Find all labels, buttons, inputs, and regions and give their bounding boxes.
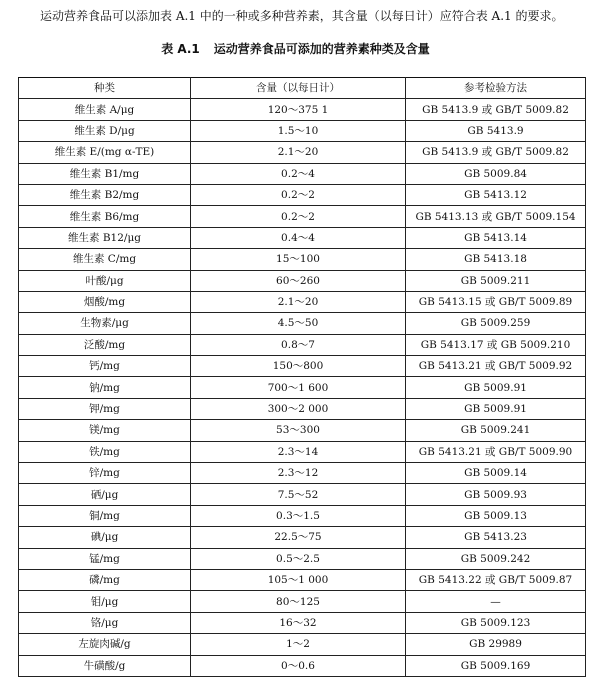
amount-cell: 1～2 [191,634,406,655]
method-cell: GB 5009.91 [406,377,586,398]
table-row [19,99,586,120]
method-cell: GB 5413.14 [406,227,586,248]
nutrient-name-cell: 维生素 B6/mg [19,206,191,227]
nutrient-name-cell: 维生素 B12/μg [19,227,191,248]
nutrient-name-cell: 钙/mg [19,356,191,377]
amount-cell: 0.2～2 [191,206,406,227]
method-cell: GB 5009.259 [406,313,586,334]
table-row [19,569,586,590]
table-row [19,184,586,205]
table-row [19,377,586,398]
table-row [19,291,586,312]
method-cell: GB 5009.241 [406,420,586,441]
amount-cell: 2.1～20 [191,291,406,312]
amount-cell: 700～1 600 [191,377,406,398]
amount-cell: 150～800 [191,356,406,377]
table-row [19,142,586,163]
nutrient-name-cell: 维生素 D/μg [19,120,191,141]
amount-cell: 1.5～10 [191,120,406,141]
table-row [19,527,586,548]
nutrient-name-cell: 左旋肉碱/g [19,634,191,655]
table-row [19,655,586,676]
amount-cell: 105～1 000 [191,569,406,590]
table-row [19,334,586,355]
method-cell: GB 5413.23 [406,527,586,548]
table-number: 表 A.1 [161,42,200,56]
method-cell: GB 5009.93 [406,484,586,505]
nutrient-table [18,77,586,677]
method-cell: GB 5413.12 [406,184,586,205]
table-row [19,270,586,291]
amount-cell: 0～0.6 [191,655,406,676]
amount-cell: 80～125 [191,591,406,612]
method-cell: GB 5009.123 [406,612,586,633]
method-cell: GB 5009.211 [406,270,586,291]
nutrient-name-cell: 叶酸/μg [19,270,191,291]
amount-cell: 53～300 [191,420,406,441]
method-cell: GB 5413.21 或 GB/T 5009.90 [406,441,586,462]
table-row [19,398,586,419]
table-row [19,484,586,505]
method-cell: — [406,591,586,612]
nutrient-name-cell: 维生素 B2/mg [19,184,191,205]
amount-cell: 4.5～50 [191,313,406,334]
method-cell: GB 5413.17 或 GB 5009.210 [406,334,586,355]
amount-cell: 2.3～14 [191,441,406,462]
table-title: 运动营养食品可添加的营养素种类及含量 [213,42,430,56]
method-cell: GB 5009.91 [406,398,586,419]
table-row [19,591,586,612]
nutrient-name-cell: 镁/mg [19,420,191,441]
table-row [19,227,586,248]
amount-cell: 0.8～7 [191,334,406,355]
nutrient-name-cell: 维生素 A/μg [19,99,191,120]
table-row [19,420,586,441]
nutrient-name-cell: 维生素 C/mg [19,249,191,270]
amount-cell: 16～32 [191,612,406,633]
nutrient-name-cell: 锌/mg [19,463,191,484]
amount-cell: 7.5～52 [191,484,406,505]
nutrient-name-cell: 泛酸/mg [19,334,191,355]
table-row [19,634,586,655]
method-cell: GB 5413.9 或 GB/T 5009.82 [406,142,586,163]
table-row [19,120,586,141]
nutrient-name-cell: 钼/μg [19,591,191,612]
method-cell: GB 5009.84 [406,163,586,184]
method-cell: GB 5009.169 [406,655,586,676]
nutrient-name-cell: 铜/mg [19,505,191,526]
nutrient-name-cell: 钠/mg [19,377,191,398]
table-row [19,313,586,334]
amount-cell: 300～2 000 [191,398,406,419]
table-body [19,99,586,677]
header-cell-amount: 含量（以每日计） [191,78,406,99]
table-caption [0,40,591,57]
nutrient-name-cell: 维生素 B1/mg [19,163,191,184]
method-cell: GB 5413.21 或 GB/T 5009.92 [406,356,586,377]
amount-cell: 120～375 1 [191,99,406,120]
method-cell: GB 5009.242 [406,548,586,569]
nutrient-name-cell: 牛磺酸/g [19,655,191,676]
amount-cell: 60～260 [191,270,406,291]
amount-cell: 0.2～4 [191,163,406,184]
method-cell: GB 5009.13 [406,505,586,526]
nutrient-name-cell: 硒/μg [19,484,191,505]
amount-cell: 0.3～1.5 [191,505,406,526]
amount-cell: 2.3～12 [191,463,406,484]
method-cell: GB 5009.14 [406,463,586,484]
header-cell-method: 参考检验方法 [406,78,586,99]
method-cell: GB 5413.22 或 GB/T 5009.87 [406,569,586,590]
nutrient-name-cell: 铁/mg [19,441,191,462]
nutrient-name-cell: 生物素/μg [19,313,191,334]
method-cell: GB 5413.9 或 GB/T 5009.82 [406,99,586,120]
nutrient-name-cell: 铬/μg [19,612,191,633]
header-cell-type: 种类 [19,78,191,99]
table-row [19,463,586,484]
intro-paragraph: 运动营养食品可以添加表 A.1 中的一种或多种营养素，其含量（以每日计）应符合表 A.1 的要求。 [40,9,564,23]
nutrient-name-cell: 碘/μg [19,527,191,548]
amount-cell: 22.5～75 [191,527,406,548]
table-row [19,441,586,462]
table-row [19,356,586,377]
table-row [19,612,586,633]
table-row [19,163,586,184]
amount-cell: 0.2～2 [191,184,406,205]
nutrient-name-cell: 维生素 E/(mg α-TE) [19,142,191,163]
amount-cell: 15～100 [191,249,406,270]
amount-cell: 0.5～2.5 [191,548,406,569]
method-cell: GB 5413.13 或 GB/T 5009.154 [406,206,586,227]
table-row [19,249,586,270]
nutrient-name-cell: 锰/mg [19,548,191,569]
table-row [19,505,586,526]
table-row [19,206,586,227]
method-cell: GB 29989 [406,634,586,655]
table-header-row [19,78,586,99]
amount-cell: 2.1～20 [191,142,406,163]
nutrient-name-cell: 磷/mg [19,569,191,590]
method-cell: GB 5413.15 或 GB/T 5009.89 [406,291,586,312]
nutrient-name-cell: 钾/mg [19,398,191,419]
nutrient-name-cell: 烟酸/mg [19,291,191,312]
method-cell: GB 5413.9 [406,120,586,141]
table-row [19,548,586,569]
amount-cell: 0.4～4 [191,227,406,248]
method-cell: GB 5413.18 [406,249,586,270]
